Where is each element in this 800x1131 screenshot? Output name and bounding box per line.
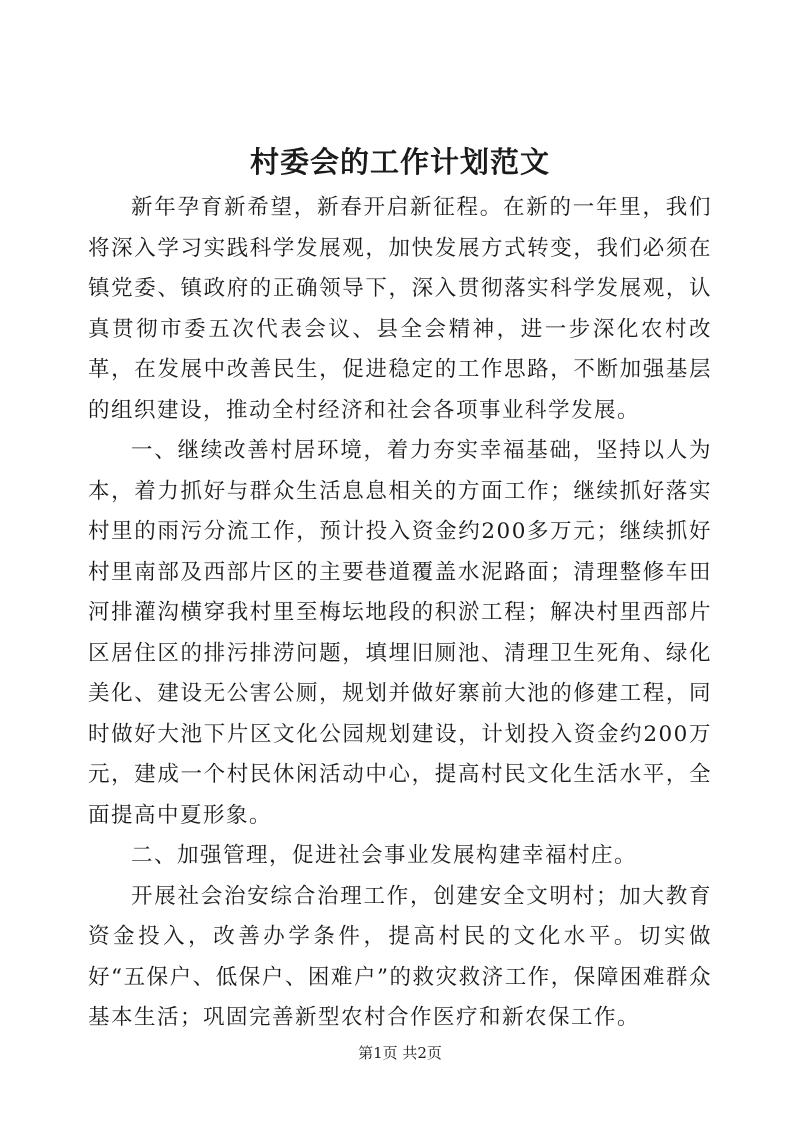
paragraph-section-two-body: 开展社会治安综合治理工作，创建安全文明村；加大教育资金投入，改善办学条件，提高村民的文化水平。切实做好“五保户、低保户、困难户”的救灾救济工作，保障困难群众基本生活；巩固完善新型农村合作医疗和新农保工作。: [88, 883, 712, 1030]
document-body: [88, 188, 712, 1039]
document-title: 村委会的工作计划范文: [249, 145, 550, 179]
page-number-footer: 第1页 共2页: [358, 1044, 442, 1062]
paragraph-intro: 新年孕育新希望，新春开启新征程。在新的一年里，我们将深入学习实践科学发展观，加快发展方式转变，我们必须在镇党委、镇政府的正确领导下，深入贯彻落实科学发展观，认真贯彻市委五次代表会议、县全会精神，进一步深化农村改革，在发展中改善民生，促进稳定的工作思路，不断加强基层的组织建设，推动全村经济和社会各项事业科学发展。: [88, 195, 712, 423]
paragraph-section-one: 一、继续改善村居环境，着力夯实幸福基础，坚持以人为本，着力抓好与群众生活息息相关的方面工作；继续抓好落实村里的雨污分流工作，预计投入资金约200多万元；继续抓好村里南部及西部片区的主要巷道覆盖水泥路面；清理整修车田河排灌沟横穿我村里至梅坛地段的积淤工程；解决村里西部片区居住区的排污排涝问题，填埋旧厕池、清理卫生死角、绿化美化、建设无公害公厕，规划并做好寨前大池的修建工程，同时做好大池下片区文化公园规划建设，计划投入资金约200万元，建成一个村民休闲活动中心，提高村民文化生活水平，全面提高中夏形象。: [88, 438, 712, 828]
paragraph-section-two-heading: 二、加强管理，促进社会事业发展构建幸福村庄。: [131, 843, 638, 868]
